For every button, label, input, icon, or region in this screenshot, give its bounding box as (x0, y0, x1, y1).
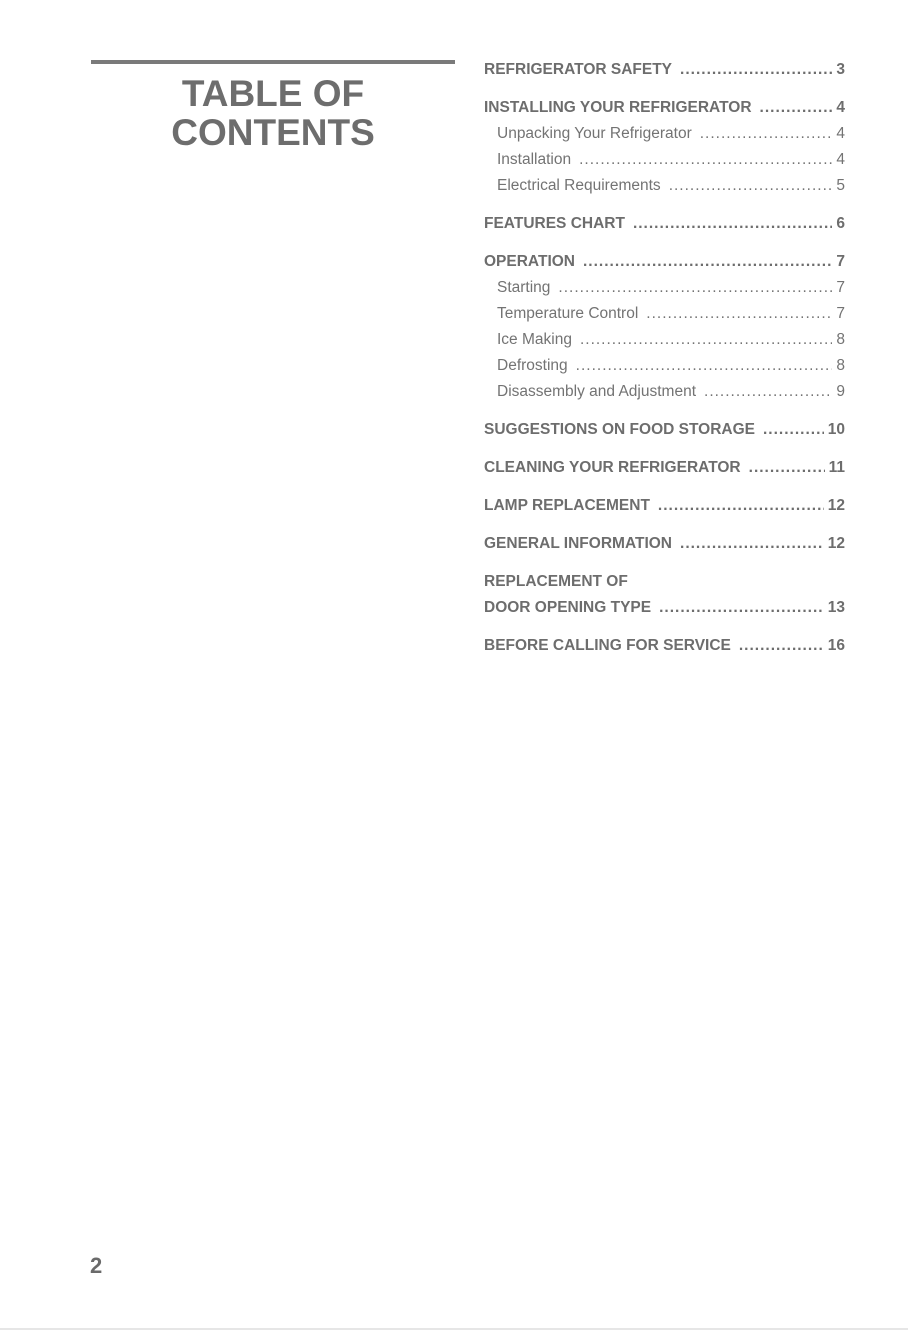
toc-entry-label: Starting (497, 279, 551, 296)
toc-entry-page: 7 (836, 279, 845, 296)
toc-entry-label: DOOR OPENING TYPE (484, 599, 652, 616)
toc-entry-page: 5 (836, 177, 845, 194)
toc-entry-label: Disassembly and Adjustment (497, 383, 697, 400)
toc-entry-page: 12 (827, 497, 845, 514)
toc-subentry-installation[interactable] (484, 147, 845, 173)
leader-dots (700, 121, 833, 147)
toc-entry-label-line-1: REPLACEMENT OF (484, 573, 628, 590)
leader-dots (633, 211, 832, 237)
toc-entry-page: 3 (836, 61, 845, 78)
toc-entry-page: 13 (827, 599, 845, 616)
leader-dots (658, 493, 824, 519)
toc-entry-page: 10 (827, 421, 845, 438)
leader-dots (763, 417, 824, 443)
leader-dots (749, 455, 825, 481)
toc-entry-operation[interactable] (484, 249, 845, 275)
toc-entry-lamp-replacement[interactable] (484, 493, 845, 519)
toc-entry-label: REFRIGERATOR SAFETY (484, 61, 673, 78)
toc-subentry-ice-making[interactable] (484, 327, 845, 353)
toc-entry-page: 4 (836, 99, 845, 116)
toc-entry-features-chart[interactable] (484, 211, 845, 237)
toc-entry-page: 12 (827, 535, 845, 552)
toc-entry-label: Installation (497, 151, 572, 168)
leader-dots (704, 379, 832, 405)
toc-entry-page: 9 (836, 383, 845, 400)
toc-entry-label: INSTALLING YOUR REFRIGERATOR (484, 99, 752, 116)
leader-dots (680, 531, 824, 557)
leader-dots (760, 95, 833, 121)
leader-dots (739, 633, 824, 659)
toc-entry-label: LAMP REPLACEMENT (484, 497, 650, 514)
toc-entry-page: 11 (828, 459, 845, 476)
toc-subentry-disassembly[interactable] (484, 379, 845, 405)
leader-dots (680, 57, 832, 83)
toc-entry-installing[interactable] (484, 95, 845, 121)
toc-subentry-electrical[interactable] (484, 173, 845, 199)
toc-entry-food-storage[interactable] (484, 417, 845, 443)
toc-entry-page: 8 (836, 357, 845, 374)
toc-entry-label-line-2 (484, 595, 845, 621)
toc-entry-page: 6 (836, 215, 845, 232)
leader-dots (579, 147, 832, 173)
toc-subentry-temperature-control[interactable] (484, 301, 845, 327)
toc-entry-page: 7 (836, 253, 845, 270)
leader-dots (659, 595, 824, 621)
toc-entry-refrigerator-safety[interactable] (484, 57, 845, 83)
toc-entry-label: SUGGESTIONS ON FOOD STORAGE (484, 421, 755, 438)
toc-entry-label: Unpacking Your Refrigerator (497, 125, 692, 142)
title-line-1: TABLE OF (181, 73, 365, 114)
leader-dots (669, 173, 833, 199)
page-title (91, 74, 455, 152)
toc-entry-general-information[interactable] (484, 531, 845, 557)
toc-entry-door-opening[interactable] (484, 569, 845, 621)
toc-entry-cleaning[interactable] (484, 455, 845, 481)
page-number: 2 (90, 1253, 103, 1278)
leader-dots (580, 327, 832, 353)
toc-entry-before-calling-service[interactable] (484, 633, 845, 659)
toc-entry-label: Ice Making (497, 331, 572, 348)
toc-entry-label: BEFORE CALLING FOR SERVICE (484, 637, 731, 654)
toc-entry-label: Defrosting (497, 357, 568, 374)
toc-entry-label: CLEANING YOUR REFRIGERATOR (484, 459, 741, 476)
leader-dots (576, 353, 833, 379)
leader-dots (558, 275, 832, 301)
toc-entry-page: 4 (836, 151, 845, 168)
toc-entry-page: 4 (836, 125, 845, 142)
title-line-2: CONTENTS (171, 112, 375, 153)
leader-dots (583, 249, 832, 275)
toc-entry-label: GENERAL INFORMATION (484, 535, 673, 552)
toc-entry-label: Electrical Requirements (497, 177, 661, 194)
table-of-contents (484, 57, 845, 659)
leader-dots (646, 301, 832, 327)
toc-entry-label: OPERATION (484, 253, 575, 270)
toc-entry-label: Temperature Control (497, 305, 639, 322)
toc-entry-label: FEATURES CHART (484, 215, 625, 232)
toc-entry-page: 8 (836, 331, 845, 348)
toc-subentry-defrosting[interactable] (484, 353, 845, 379)
toc-entry-page: 16 (827, 637, 845, 654)
toc-subentry-starting[interactable] (484, 275, 845, 301)
toc-entry-page: 7 (836, 305, 845, 322)
heading-rule (91, 60, 455, 64)
toc-subentry-unpacking[interactable] (484, 121, 845, 147)
